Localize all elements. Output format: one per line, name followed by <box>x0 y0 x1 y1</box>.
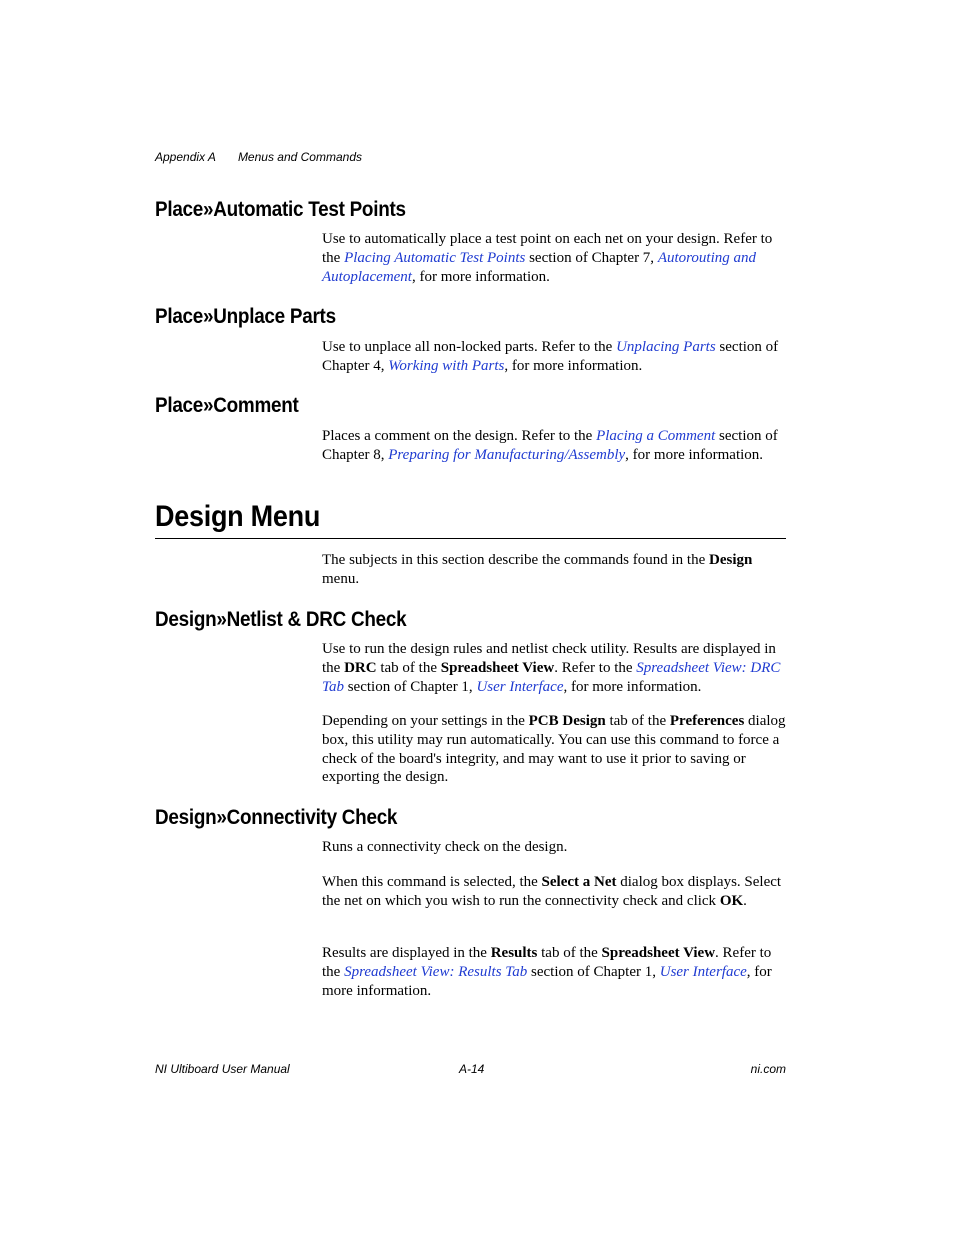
paragraph-comment <box>322 427 786 465</box>
bold-term: DRC <box>344 659 377 676</box>
paragraph-automatic-test-points <box>322 230 786 286</box>
text-run: section of Chapter 8, <box>322 428 778 463</box>
link-autorouting-and-autoplacement[interactable]: Autorouting and Autoplacement <box>322 249 757 285</box>
paragraph-connectivity-3 <box>322 944 786 1000</box>
link-spreadsheet-view-drc-tab[interactable]: Spreadsheet View: DRC Tab <box>322 659 781 695</box>
bold-term: Spreadsheet View <box>601 945 716 961</box>
text-run: Use to unplace all non-locked parts. Refer to the <box>322 339 617 355</box>
text-run: . Refer to the <box>322 945 772 980</box>
link-user-interface[interactable]: User Interface <box>659 963 747 980</box>
text-run: tab of the <box>537 945 602 961</box>
link-unplacing-parts[interactable]: Unplacing Parts <box>616 339 716 355</box>
text-run: Use to automatically place a test point on each net on your design. Refer to the <box>322 231 773 266</box>
text-run: When this command is selected, the <box>322 874 542 890</box>
bold-term: Select a Net <box>541 874 617 890</box>
text-run: , for more information. <box>322 963 772 999</box>
paragraph-netlist-drc-2 <box>322 712 786 787</box>
link-user-interface[interactable]: User Interface <box>476 678 564 695</box>
heading-unplace-parts: Place»Unplace Parts <box>155 305 336 328</box>
text-run: dialog box, this utility may run automatically. You can use this command to force a check of the board's integrity, and may want to use it prior to saving or exporting the design. <box>322 713 786 786</box>
text-run: section of Chapter 7, <box>525 249 658 266</box>
paragraph-unplace-parts <box>322 338 786 376</box>
link-placing-automatic-test-points[interactable]: Placing Automatic Test Points <box>344 249 526 266</box>
link-working-with-parts[interactable]: Working with Parts <box>388 357 505 374</box>
bold-term: Results <box>490 945 538 961</box>
paragraph-connectivity-2 <box>322 873 786 911</box>
heading-netlist-drc-check: Design»Netlist & DRC Check <box>155 608 407 631</box>
header-title: Menus and Commands <box>237 150 362 164</box>
heading-design-menu: Design Menu <box>155 500 321 533</box>
bold-term: PCB Design <box>528 713 606 729</box>
paragraph-design-menu <box>322 551 786 589</box>
header-appendix: Appendix A <box>155 150 216 164</box>
bold-term: Design <box>709 552 753 568</box>
section-rule <box>155 538 786 539</box>
heading-comment: Place»Comment <box>155 394 299 417</box>
text-run: Depending on your settings in the <box>322 713 529 729</box>
bold-term: OK <box>719 892 744 909</box>
link-spreadsheet-view-results-tab[interactable]: Spreadsheet View: Results Tab <box>344 963 528 980</box>
text-run: Use to run the design rules and netlist check utility. Results are displayed in the <box>322 641 776 676</box>
footer-manual-title: NI Ultiboard User Manual <box>155 1062 290 1076</box>
text-run: menu. <box>322 570 360 587</box>
paragraph-netlist-drc-1 <box>322 640 786 696</box>
text-run: , for more information. <box>504 357 643 374</box>
text-run: section of Chapter 1, <box>343 678 477 695</box>
text-run: section of Chapter 4, <box>322 339 779 374</box>
paragraph-connectivity-1: Runs a connectivity check on the design. <box>322 839 568 855</box>
text-run: . Refer to the <box>554 659 637 676</box>
running-header <box>155 150 362 164</box>
text-run: . <box>743 892 747 909</box>
heading-connectivity-check: Design»Connectivity Check <box>155 806 398 829</box>
link-placing-a-comment[interactable]: Placing a Comment <box>596 428 716 444</box>
text-run: section of Chapter 1, <box>527 963 660 980</box>
text-run: , for more information. <box>625 446 764 463</box>
footer-website: ni.com <box>750 1062 786 1076</box>
footer-page-number: A-14 <box>459 1062 485 1076</box>
text-run: , for more information. <box>411 268 550 285</box>
heading-automatic-test-points: Place»Automatic Test Points <box>155 198 406 221</box>
link-preparing-for-manufacturing[interactable]: Preparing for Manufacturing/Assembly <box>388 446 626 463</box>
text-run: Places a comment on the design. Refer to the <box>322 428 597 444</box>
text-run: The subjects in this section describe the commands found in the <box>322 552 709 568</box>
text-run: , for more information. <box>563 678 702 695</box>
text-run: tab of the <box>376 659 441 676</box>
bold-term: Spreadsheet View <box>440 659 555 676</box>
bold-term: Preferences <box>669 713 745 729</box>
text-run: tab of the <box>605 713 670 729</box>
text-run: dialog box displays. Select the net on which you wish to run the connectivity check and click <box>322 874 782 909</box>
text-run: Results are displayed in the <box>322 945 491 961</box>
